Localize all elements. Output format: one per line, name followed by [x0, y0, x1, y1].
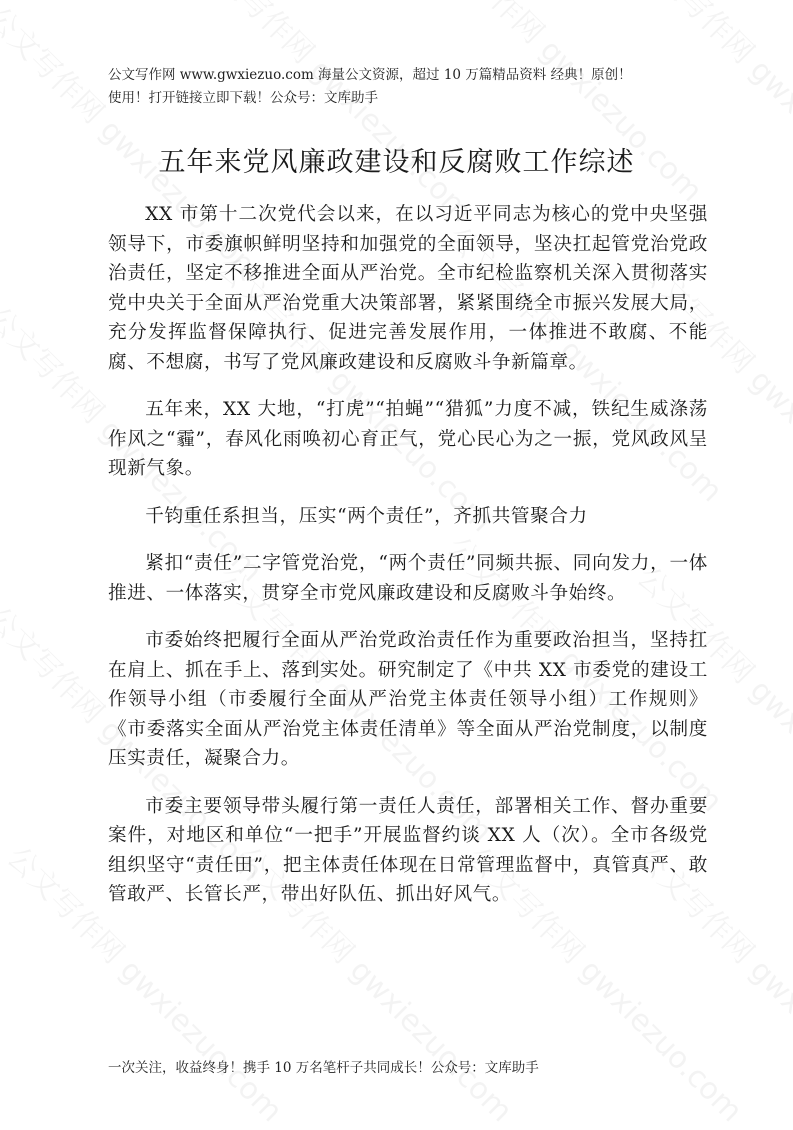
paragraph: 市委始终把履行全面从严治党政治责任作为重要政治担当，坚持扛在肩上、抓在手上、落到实处。研究制定了《中共 XX 市委党的建设工作领导小组（市委履行全面从严治党主体责任领导小组）工作规则》《市委落实全面从严治党主体责任清单》等全面从严治党制度，以制度压实责任，凝聚合力。 — [108, 630, 708, 769]
watermark — [189, 0, 484, 230]
header-line-2: 使用！打开链接立即下载！公众号：文库助手 — [108, 90, 378, 106]
section-heading: 千钧重任系担当，压实“两个责任”，齐抓共管聚合力 — [145, 505, 588, 527]
paragraph: XX 市第十二次党代会以来，在以习近平同志为核心的党中央坚强领导下，市委旗帜鲜明坚持和加强党的全面领导，坚决扛起管党治党政治责任，坚定不移推进全面从严治党。全市纪检监察机关深入贯彻落实党中央关于全面从严治党重大决策部署，紧紧围绕全市振兴发展大局，充分发挥监督保障执行、促进完善发展作用，一体推进不敢腐、不能腐、不想腐，书写了党风廉政建设和反腐败斗争新篇章。 — [108, 204, 708, 373]
watermark — [629, 0, 793, 230]
document-title: 五年来党风廉政建设和反腐败工作综述 — [158, 147, 635, 178]
page-footer: 一次关注，收益终身！携手 10 万名笔杆子共同成长！公众号：文库助手 — [108, 1060, 539, 1076]
paragraph: 五年来，XX 大地，“打虎”“拍蝇”“猎狐”力度不减，铁纪生威涤荡作风之“霾”，春风化雨唤初心育正气，党心民心为之一振，党风政风呈现新气象。 — [108, 399, 708, 479]
document-body — [108, 200, 708, 928]
paragraph: 市委主要领导带头履行第一责任人责任，部署相关工作、督办重要案件，对地区和单位“一把手”开展监督约谈 XX 人（次）。全市各级党组织坚守“责任田”，把主体责任体现在日常管理监督中，真管真严、敢管敢严、长管长严，带出好队伍、抓出好风气。 — [108, 795, 708, 905]
paragraph: 紧扣“责任”二字管党治党，“两个责任”同频共振、同向发力，一体推进、一体落实，贯穿全市党风廉政建设和反腐败斗争始终。 — [108, 553, 708, 604]
page-header — [108, 64, 708, 110]
header-line-1: 公文写作网 www.gwxiezuo.com 海量公文资源，超过 10 万篇精品资料 经典！原创！ — [108, 67, 632, 83]
